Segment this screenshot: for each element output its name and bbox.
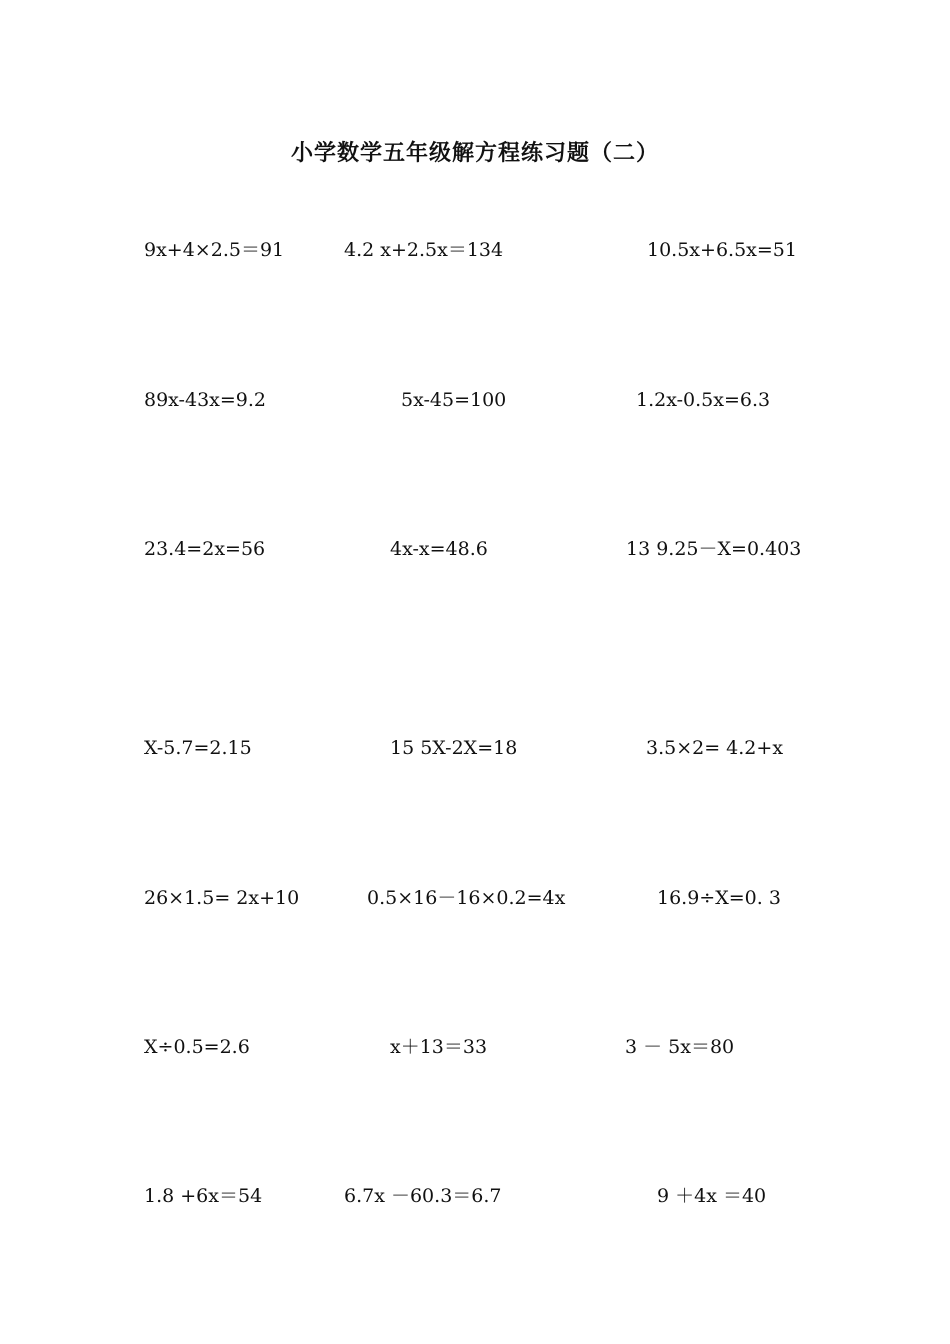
- equation-r7-c2: 6.7x －60.3＝6.7: [344, 1185, 502, 1207]
- equation-r3-c2: 4x-x=48.6: [390, 538, 488, 560]
- equation-r7-c1: 1.8 +6x＝54: [144, 1185, 263, 1207]
- equation-r1-c3: 10.5x+6.5x=51: [647, 239, 797, 261]
- equation-r5-c3: 16.9÷X=0. 3: [657, 887, 781, 909]
- equation-r5-c1: 26×1.5= 2x+10: [144, 887, 300, 909]
- equation-r4-c3: 3.5×2= 4.2+x: [646, 737, 784, 759]
- equation-r4-c2: 15 5X-2X=18: [390, 737, 518, 759]
- equation-r1-c1: 9x+4×2.5＝91: [144, 239, 285, 261]
- equation-r3-c3: 13 9.25－X=0.403: [626, 538, 802, 560]
- page-title: 小学数学五年级解方程练习题（二）: [290, 140, 659, 166]
- equation-r1-c2: 4.2 x+2.5x＝134: [344, 239, 504, 261]
- equation-r5-c2: 0.5×16－16×0.2=4x: [367, 887, 566, 909]
- equation-r3-c1: 23.4=2x=56: [144, 538, 266, 560]
- equation-r6-c1: X÷0.5=2.6: [144, 1036, 250, 1058]
- equation-r2-c3: 1.2x-0.5x=6.3: [636, 389, 771, 411]
- equation-r6-c3: 3 － 5x＝80: [625, 1036, 735, 1058]
- equation-r2-c1: 89x-43x=9.2: [144, 389, 267, 411]
- equation-r7-c3: 9 ＋4x ＝40: [657, 1185, 767, 1207]
- equation-r4-c1: X-5.7=2.15: [144, 737, 252, 759]
- equation-r6-c2: x＋13＝33: [390, 1036, 488, 1058]
- equation-r2-c2: 5x-45=100: [401, 389, 507, 411]
